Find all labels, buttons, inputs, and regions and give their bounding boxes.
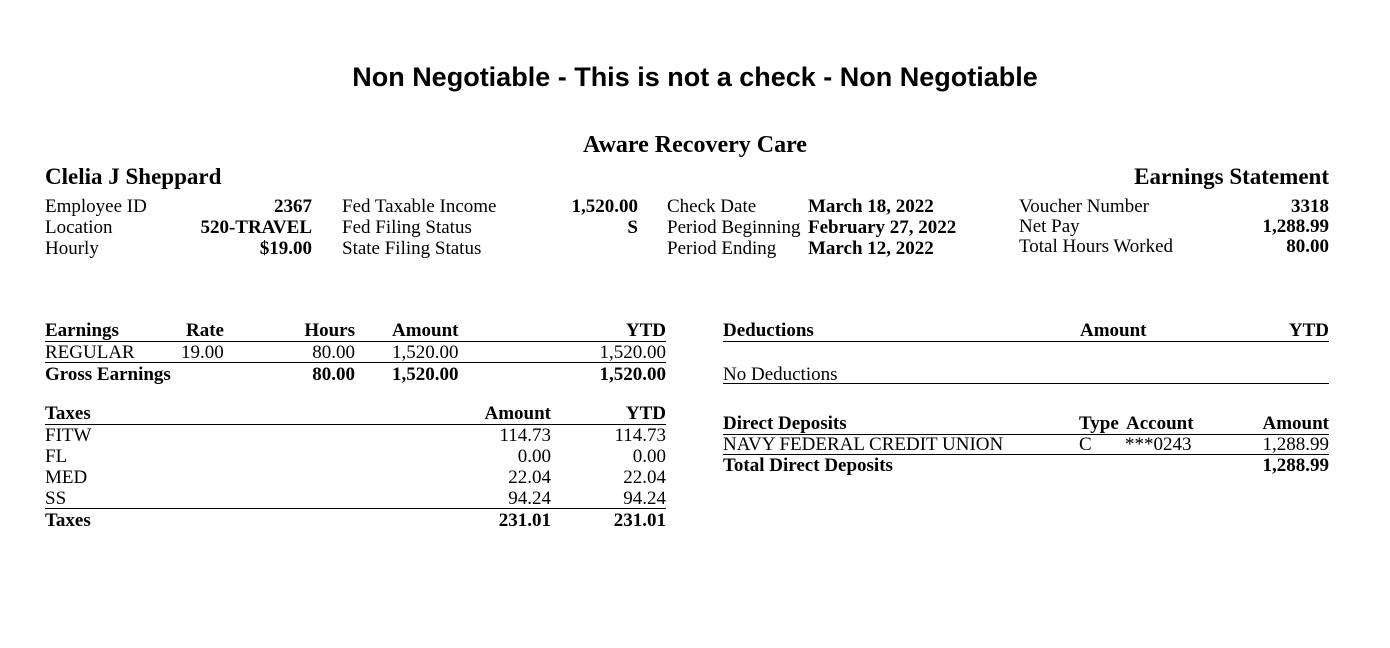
fed-filing-status-label: Fed Filing Status	[342, 217, 472, 238]
taxes-amount-header: Amount	[484, 403, 551, 424]
check-date-value: March 18, 2022	[808, 196, 934, 217]
tax-ytd: 94.24	[623, 488, 666, 509]
taxes-header-rule	[45, 424, 666, 425]
deductions-header-rule	[723, 341, 1329, 342]
earning-name: REGULAR	[45, 342, 135, 363]
gross-earnings-label: Gross Earnings	[45, 364, 171, 385]
deposit-amount-header: Amount	[1262, 413, 1329, 434]
voucher-number-label: Voucher Number	[1019, 196, 1149, 217]
hourly-label: Hourly	[45, 238, 99, 259]
taxes-total-ytd: 231.01	[613, 510, 666, 531]
earning-rate: 19.00	[181, 342, 224, 363]
employee-id-label: Employee ID	[45, 196, 147, 217]
tax-ytd: 0.00	[632, 446, 666, 467]
deductions-bottom-rule	[723, 383, 1329, 384]
earning-hours: 80.00	[312, 342, 355, 363]
voucher-number-value: 3318	[1291, 196, 1329, 217]
tax-amount: 22.04	[508, 467, 551, 488]
gross-earnings-ytd: 1,520.00	[599, 364, 666, 385]
earnings-header: Earnings	[45, 320, 119, 341]
total-hours-worked-value: 80.00	[1286, 236, 1329, 257]
gross-earnings-amount: 1,520.00	[392, 364, 459, 385]
taxes-ytd-header: YTD	[625, 403, 666, 424]
taxes-total-rule	[45, 508, 666, 509]
net-pay-label: Net Pay	[1019, 216, 1080, 237]
tax-name: SS	[45, 488, 67, 509]
earnings-total-rule	[45, 362, 666, 363]
tax-amount: 0.00	[517, 446, 551, 467]
tax-name: MED	[45, 467, 88, 488]
employee-name: Clelia J Sheppard	[45, 164, 222, 189]
check-date-label: Check Date	[667, 196, 757, 217]
period-beginning-label: Period Beginning	[667, 217, 801, 238]
net-pay-value: 1,288.99	[1262, 216, 1329, 237]
earning-amount: 1,520.00	[392, 342, 459, 363]
company-name: Aware Recovery Care	[583, 132, 807, 158]
total-hours-worked-label: Total Hours Worked	[1019, 236, 1174, 257]
tax-amount: 114.73	[499, 425, 551, 446]
amount-header: Amount	[392, 320, 459, 341]
state-filing-status-label: State Filing Status	[342, 238, 482, 259]
fed-taxable-income-value: 1,520.00	[571, 196, 638, 217]
taxes-header: Taxes	[45, 403, 91, 424]
rate-header: Rate	[186, 320, 224, 341]
tax-amount: 94.24	[508, 488, 551, 509]
total-direct-deposits-label: Total Direct Deposits	[723, 455, 893, 476]
deductions-ytd-header: YTD	[1288, 320, 1329, 341]
period-ending-label: Period Ending	[667, 238, 777, 259]
total-direct-deposits-amount: 1,288.99	[1262, 455, 1329, 476]
direct-deposits-header: Direct Deposits	[723, 413, 847, 434]
deposit-amount: 1,288.99	[1262, 434, 1329, 455]
taxes-total-amount: 231.01	[498, 510, 551, 531]
non-negotiable-banner: Non Negotiable - This is not a check - Non Negotiable	[352, 62, 1038, 92]
deductions-amount-header: Amount	[1080, 320, 1147, 341]
period-beginning-value: February 27, 2022	[808, 217, 957, 238]
fed-filing-status-value: S	[627, 217, 638, 238]
ytd-header: YTD	[625, 320, 666, 341]
tax-name: FL	[45, 446, 68, 467]
hours-header: Hours	[304, 320, 355, 341]
deposit-account-type: C	[1079, 434, 1092, 455]
period-ending-value: March 12, 2022	[808, 238, 934, 259]
account-header: Account	[1126, 413, 1194, 434]
tax-name: FITW	[45, 425, 92, 446]
deductions-header: Deductions	[723, 320, 814, 341]
fed-taxable-income-label: Fed Taxable Income	[342, 196, 497, 217]
tax-ytd: 114.73	[614, 425, 666, 446]
deposit-bank-name: NAVY FEDERAL CREDIT UNION	[723, 434, 1004, 455]
location-value: 520-TRAVEL	[200, 217, 312, 238]
no-deductions-text: No Deductions	[723, 364, 838, 385]
earnings-header-rule	[45, 341, 666, 342]
deposit-account-number: ***0243	[1125, 434, 1192, 455]
type-header: Type	[1079, 413, 1119, 434]
location-label: Location	[45, 217, 113, 238]
statement-title: Earnings Statement	[1134, 164, 1329, 189]
earning-ytd: 1,520.00	[599, 342, 666, 363]
gross-earnings-hours: 80.00	[312, 364, 355, 385]
taxes-total-label: Taxes	[45, 510, 91, 531]
hourly-value: $19.00	[259, 238, 312, 259]
tax-ytd: 22.04	[623, 467, 666, 488]
employee-id-value: 2367	[274, 196, 312, 217]
